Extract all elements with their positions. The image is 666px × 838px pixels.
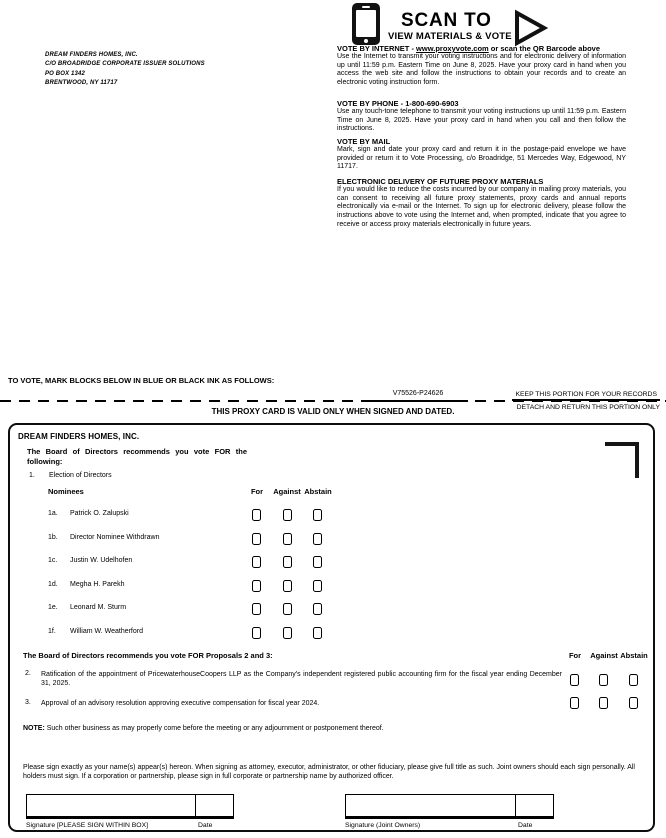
nominee-number: 1a. bbox=[48, 510, 58, 517]
signature-date-divider bbox=[515, 795, 516, 816]
column-header-abstain: Abstain bbox=[304, 487, 332, 496]
vote-by-mail-heading: VOTE BY MAIL bbox=[337, 137, 391, 146]
company-name: DREAM FINDERS HOMES, INC. bbox=[18, 432, 140, 441]
scan-to-title: SCAN TO bbox=[401, 10, 492, 31]
valid-when-signed-note: THIS PROXY CARD IS VALID ONLY WHEN SIGNED AND DATED. bbox=[211, 407, 455, 416]
nominee-name: Leonard M. Sturm bbox=[70, 604, 127, 611]
return-address-line: BRENTWOOD, NY 11717 bbox=[45, 79, 118, 86]
checkbox-2-against[interactable] bbox=[599, 674, 608, 686]
proxyvote-url: www.proxyvote.com bbox=[416, 44, 489, 53]
nominee-row-1b bbox=[10, 533, 657, 547]
checkbox-1c-abstain[interactable] bbox=[313, 556, 322, 568]
nominee-row-1a bbox=[10, 509, 657, 523]
nominee-number: 1c. bbox=[48, 557, 58, 564]
checkbox-1b-against[interactable] bbox=[283, 533, 292, 545]
checkbox-2-abstain[interactable] bbox=[629, 674, 638, 686]
electronic-delivery-section bbox=[337, 177, 626, 230]
column-header-for: For bbox=[568, 651, 582, 660]
checkbox-2-for[interactable] bbox=[570, 674, 579, 686]
return-address-line: DREAM FINDERS HOMES, INC. bbox=[45, 52, 138, 58]
scan-to-subtitle: VIEW MATERIALS & VOTE bbox=[388, 31, 512, 42]
proposal-3-votes bbox=[10, 697, 657, 711]
return-address-line: PO BOX 1342 bbox=[45, 70, 86, 77]
smartphone-icon bbox=[352, 3, 380, 45]
checkbox-1b-for[interactable] bbox=[252, 533, 261, 545]
nominee-number: 1f. bbox=[48, 628, 56, 635]
checkbox-1f-abstain[interactable] bbox=[313, 627, 322, 639]
proposal-2-votes bbox=[10, 674, 657, 688]
vote-by-internet-suffix: or scan the QR Barcode above bbox=[488, 44, 600, 53]
checkbox-1e-against[interactable] bbox=[283, 603, 292, 615]
ballot-card bbox=[8, 423, 655, 832]
checkbox-1a-against[interactable] bbox=[283, 509, 292, 521]
checkbox-3-against[interactable] bbox=[599, 697, 608, 709]
nominee-name: Megha H. Parekh bbox=[70, 581, 125, 588]
nominees-header: Nominees bbox=[48, 487, 84, 496]
vote-by-internet-heading bbox=[337, 44, 626, 53]
checkbox-1a-abstain[interactable] bbox=[313, 509, 322, 521]
marking-instruction: TO VOTE, MARK BLOCKS BELOW IN BLUE OR BLACK INK AS FOLLOWS: bbox=[8, 376, 275, 385]
corner-registration-mark bbox=[605, 442, 639, 478]
vote-by-internet-section bbox=[337, 44, 626, 88]
vote-by-internet-body: Use the Internet to transmit your voting instructions and for electronic delivery of information up until 11:59 p.m. Eastern Time on June 8, 2025. Have your proxy card in hand when you access the web site and follow the instructions to obtain your records and to create an electronic voting instruction form. bbox=[337, 53, 626, 87]
checkbox-1e-abstain[interactable] bbox=[313, 603, 322, 615]
checkbox-3-for[interactable] bbox=[570, 697, 579, 709]
vote-by-mail-body: Mark, sign and date your proxy card and return it in the postage-paid envelope we have provided or return it to Vote Processing, c/o Broadridge, 51 Mercedes Way, Edgewood, NY 11717. bbox=[337, 146, 626, 171]
vote-by-phone-section bbox=[337, 99, 626, 134]
date-primary-label: Date bbox=[198, 822, 213, 829]
signature-joint-label: Signature (Joint Owners) bbox=[345, 822, 421, 829]
note-label: NOTE: bbox=[23, 725, 45, 732]
board-recommendation-2: The Board of Directors recommends you vote FOR Proposals 2 and 3: bbox=[23, 651, 273, 660]
checkbox-1c-against[interactable] bbox=[283, 556, 292, 568]
vote-by-mail-section bbox=[337, 137, 626, 172]
electronic-delivery-heading: ELECTRONIC DELIVERY OF FUTURE PROXY MATERIALS bbox=[337, 177, 544, 186]
checkbox-1d-against[interactable] bbox=[283, 580, 292, 592]
nominee-number: 1b. bbox=[48, 534, 58, 541]
checkbox-1f-for[interactable] bbox=[252, 627, 261, 639]
proposal-3-text: Approval of an advisory resolution approving executive compensation for fiscal year 2024. bbox=[41, 700, 320, 707]
nominee-name: Justin W. Udelhofen bbox=[70, 557, 133, 564]
checkbox-1a-for[interactable] bbox=[252, 509, 261, 521]
checkbox-1f-against[interactable] bbox=[283, 627, 292, 639]
nominee-number: 1d. bbox=[48, 581, 58, 588]
detach-portion-note: DETACH AND RETURN THIS PORTION ONLY bbox=[516, 404, 660, 411]
proposal-2-text: Ratification of the appointment of PricewaterhouseCoopers LLP as the Company's independent registered public accounting firm for the fiscal year ending December 31, 2025. bbox=[41, 671, 562, 687]
checkbox-1e-for[interactable] bbox=[252, 603, 261, 615]
phone-speaker-detail bbox=[362, 6, 370, 8]
nominee-row-1f bbox=[10, 627, 657, 641]
checkbox-1c-for[interactable] bbox=[252, 556, 261, 568]
signature-box-joint[interactable] bbox=[345, 794, 554, 819]
phone-home-button-detail bbox=[364, 39, 368, 43]
nominee-number: 1e. bbox=[48, 604, 58, 611]
return-address-line: C/O BROADRIDGE CORPORATE ISSUER SOLUTIONS bbox=[45, 61, 205, 68]
nominee-row-1c bbox=[10, 556, 657, 570]
checkbox-3-abstain[interactable] bbox=[629, 697, 638, 709]
keep-portion-note: KEEP THIS PORTION FOR YOUR RECORDS bbox=[512, 391, 660, 401]
proposal-3-number: 3. bbox=[25, 699, 31, 706]
nominee-name: Director Nominee Withdrawn bbox=[70, 534, 160, 541]
electronic-delivery-body: If you would like to reduce the costs incurred by our company in mailing proxy materials, you can consent to receiving all future proxy statements, proxy cards and annual reports electronically via e-mail or the Internet. To sign up for electronic delivery, please follow the instructions above to vote using the Internet and, when prompted, indicate that you agree to receive or access proxy materials electronically in future years. bbox=[337, 186, 626, 228]
signature-box-primary[interactable] bbox=[26, 794, 234, 819]
column-header-for: For bbox=[250, 487, 264, 496]
checkbox-1d-for[interactable] bbox=[252, 580, 261, 592]
checkbox-1d-abstain[interactable] bbox=[313, 580, 322, 592]
nominee-row-1d bbox=[10, 580, 657, 594]
return-address bbox=[45, 51, 205, 88]
date-joint-label: Date bbox=[518, 822, 533, 829]
nominee-row-1e bbox=[10, 603, 657, 617]
board-recommendation-1: The Board of Directors recommends you vote FOR the following: bbox=[27, 447, 247, 466]
other-business-note bbox=[23, 725, 384, 732]
proposal-1-label: Election of Directors bbox=[49, 472, 112, 479]
nominee-name: Patrick O. Zalupski bbox=[70, 510, 129, 517]
signing-instructions: Please sign exactly as your name(s) appear(s) hereon. When signing as attorney, executor, administrator, or other fiduciary, please give full title as such. Joint owners should each sign personally. All holders must sign. If a corporation or partnership, please sign in full corporate or partnership name by authorized officer. bbox=[23, 764, 635, 780]
vote-by-phone-body: Use any touch-tone telephone to transmit your voting instructions up until 11:59 p.m. Eastern Time on June 8, 2025. Have your proxy card in hand when you call and then follow the instructions. bbox=[337, 108, 626, 133]
column-header-against: Against bbox=[273, 487, 301, 496]
signature-date-divider bbox=[195, 795, 196, 816]
signature-primary-label: Signature [PLEASE SIGN WITHIN BOX] bbox=[26, 822, 149, 829]
proposal-2-number: 2. bbox=[25, 670, 31, 677]
column-header-abstain: Abstain bbox=[620, 651, 648, 660]
phone-screen-detail bbox=[356, 10, 376, 37]
checkbox-1b-abstain[interactable] bbox=[313, 533, 322, 545]
column-header-against: Against bbox=[590, 651, 618, 660]
proposal-1-number: 1. bbox=[29, 472, 35, 479]
nominee-name: William W. Weatherford bbox=[70, 628, 143, 635]
vote-by-phone-heading: VOTE BY PHONE - 1-800-690-6903 bbox=[337, 99, 459, 108]
control-number: V75526-P24626 bbox=[368, 390, 468, 402]
vote-by-internet-prefix: VOTE BY INTERNET - bbox=[337, 44, 417, 53]
note-text: Such other business as may properly come before the meeting or any adjournment or postponement thereof. bbox=[44, 725, 384, 732]
